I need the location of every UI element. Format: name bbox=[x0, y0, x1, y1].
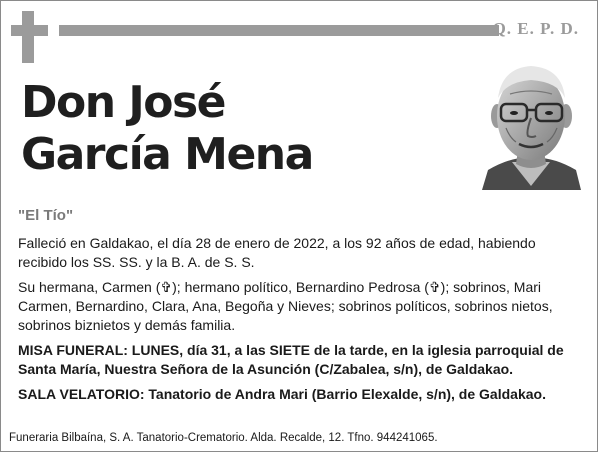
nickname: "El Tío" bbox=[18, 207, 74, 224]
header-divider-bar bbox=[59, 25, 499, 36]
deceased-name bbox=[21, 77, 313, 181]
funeral-mass: MISA FUNERAL: LUNES, día 31, a las SIETE de la tarde, en la iglesia parroquial de Santa María, Nuestra Señora de la Asunción (C/Zabalea, s/n), de Galdakao. bbox=[18, 342, 564, 377]
qepd-label: Q. E. P. D. bbox=[492, 19, 579, 38]
family-list: Su hermana, Carmen (✞); hermano político, Bernardino Pedrosa (✞); sobrinos, Mari Carmen, Bernardino, Clara, Ana, Begoña y Nieves; sobrinos políticos, sobrinos nietos, sobrinos biznietos y demás familia. bbox=[18, 279, 553, 333]
cross-icon bbox=[22, 11, 34, 63]
name-line-2: García Mena bbox=[21, 129, 313, 180]
death-announcement: Falleció en Galdakao, el día 28 de enero de 2022, a los 92 años de edad, habiendo recibido los SS. SS. y la B. A. de S. S. bbox=[18, 235, 536, 270]
notice-body bbox=[18, 234, 586, 410]
funeral-home-footer: Funeraria Bilbaína, S. A. Tanatorio-Crematorio. Alda. Recalde, 12. Tfno. 944241065. bbox=[9, 432, 438, 444]
wake-room: SALA VELATORIO: Tanatorio de Andra Mari (Barrio Elexalde, s/n), de Galdakao. bbox=[18, 386, 546, 402]
name-line-1: Don José bbox=[21, 77, 226, 128]
cross-icon-arm bbox=[11, 25, 48, 36]
portrait-image bbox=[482, 58, 581, 190]
deceased-photo bbox=[482, 58, 581, 190]
